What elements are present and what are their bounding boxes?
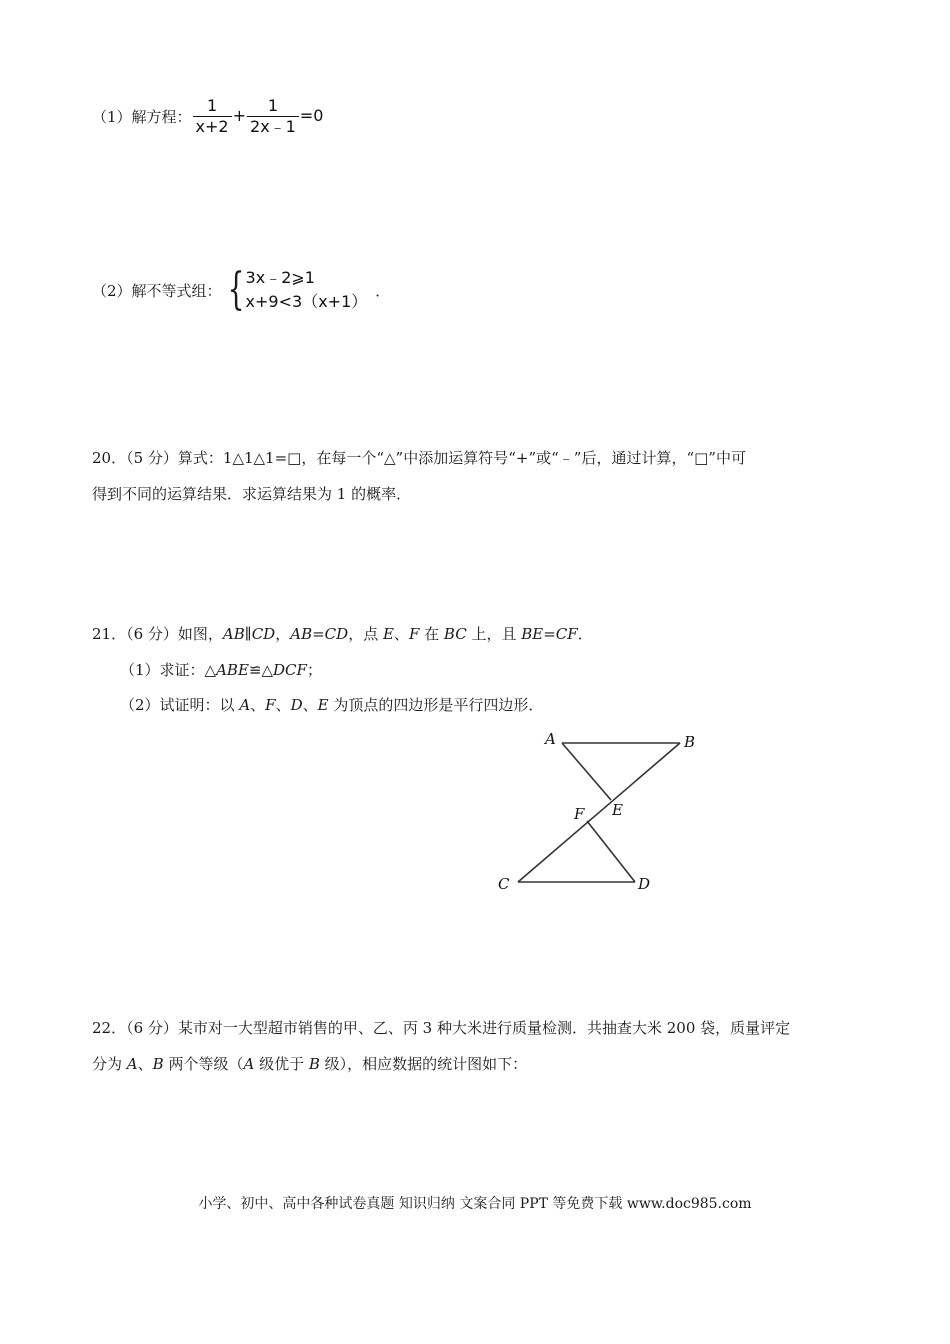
text: 、 bbox=[275, 696, 291, 714]
q21-sub1 bbox=[120, 659, 322, 680]
label-f: F bbox=[574, 805, 585, 823]
fraction-2-denominator: 2x﹣1 bbox=[250, 116, 296, 136]
var-b: B bbox=[152, 1055, 164, 1073]
var-f: F bbox=[408, 625, 420, 643]
var-abe: ABE bbox=[216, 661, 249, 679]
var-a: A bbox=[243, 1055, 255, 1073]
brace-icon: { bbox=[227, 264, 244, 315]
inequality-1: 3x﹣2⩾1 bbox=[245, 268, 315, 287]
text: ，点 bbox=[348, 625, 383, 643]
q20-line2: 得到不同的运算结果．求运算结果为 1 的概率． bbox=[92, 485, 412, 503]
q22-line1: 22．（6 分）某市对一大型超市销售的甲、乙、丙 3 种大米进行质量检测．共抽查大米 200 袋，质量评定 bbox=[92, 1019, 791, 1037]
fraction-1-numerator: 1 bbox=[193, 97, 232, 117]
text: （2）试证明：以 bbox=[120, 696, 240, 714]
congruent-symbol: ≌△ bbox=[248, 661, 274, 679]
segment-fd bbox=[587, 821, 635, 882]
period: ． bbox=[577, 625, 593, 643]
period: ． bbox=[375, 281, 391, 300]
text: 分为 bbox=[92, 1055, 127, 1073]
plus-sign: + bbox=[232, 105, 247, 125]
label-c: C bbox=[498, 875, 510, 893]
text: 为顶点的四边形是平行四边形． bbox=[328, 696, 544, 714]
text: 、 bbox=[137, 1055, 153, 1073]
equation-rhs: =0 bbox=[299, 105, 324, 125]
fraction-2-numerator: 1 bbox=[247, 97, 299, 117]
q19-part1 bbox=[92, 96, 323, 136]
text: ； bbox=[306, 661, 322, 679]
q21-stem bbox=[92, 623, 593, 644]
comma: ， bbox=[275, 625, 291, 643]
var-e: E bbox=[382, 625, 394, 643]
text: 、 bbox=[302, 696, 318, 714]
q22-line2 bbox=[92, 1053, 527, 1074]
var-f: F bbox=[265, 696, 276, 714]
fraction-2 bbox=[247, 97, 299, 136]
text: 级优于 bbox=[254, 1055, 309, 1073]
geometry-figure bbox=[490, 725, 710, 900]
label-a: A bbox=[545, 730, 556, 748]
fraction-1 bbox=[193, 97, 232, 136]
var-ab: AB bbox=[222, 625, 245, 643]
var-d: D bbox=[290, 696, 303, 714]
fraction-1-denominator: x+2 bbox=[195, 116, 229, 136]
var-a: A bbox=[239, 696, 251, 714]
var-cf: CF bbox=[555, 625, 578, 643]
text: 上，且 bbox=[466, 625, 522, 643]
text: 、 bbox=[250, 696, 266, 714]
page-footer: 小学、初中、高中各种试卷真题 知识归纳 文案合同 PPT 等免费下载 www.doc985.com bbox=[198, 1196, 752, 1212]
label-e: E bbox=[612, 801, 623, 819]
var-cd: CD bbox=[251, 625, 276, 643]
segment-ae bbox=[562, 743, 611, 800]
var-cd: CD bbox=[324, 625, 349, 643]
text: 级），相应数据的统计图如下： bbox=[319, 1055, 528, 1073]
text: 两个等级（ bbox=[163, 1055, 244, 1073]
var-e: E bbox=[317, 696, 329, 714]
text: （1）求证：△ bbox=[120, 661, 217, 679]
var-dcf: DCF bbox=[273, 661, 307, 679]
parallel-symbol: ∥ bbox=[244, 625, 252, 643]
inequality-2: x+9<3（x+1） bbox=[245, 292, 368, 311]
equals: = bbox=[543, 625, 556, 643]
var-a: A bbox=[126, 1055, 138, 1073]
text: 在 bbox=[419, 625, 444, 643]
var-ab: AB bbox=[290, 625, 313, 643]
q21-sub2 bbox=[120, 694, 543, 715]
equals: = bbox=[312, 625, 325, 643]
var-be: BE bbox=[521, 625, 544, 643]
q21-prefix: 21．（6 分）如图， bbox=[92, 625, 223, 643]
q20-line1: 20．（5 分）算式：1△1△1=□，在每一个“△”中添加运算符号“+”或“﹣”后，通过计算，“□”中可 bbox=[92, 449, 746, 467]
q19-part2 bbox=[92, 262, 390, 318]
var-b: B bbox=[308, 1055, 320, 1073]
label-d: D bbox=[638, 875, 651, 893]
segment-bc bbox=[518, 743, 680, 882]
label-b: B bbox=[684, 733, 696, 751]
q19-part1-label: （1）解方程： bbox=[92, 107, 192, 126]
inequality-system bbox=[246, 266, 368, 314]
text: 、 bbox=[393, 625, 409, 643]
var-bc: BC bbox=[443, 625, 467, 643]
q19-part2-label: （2）解不等式组： bbox=[92, 281, 222, 300]
equation bbox=[192, 97, 324, 136]
